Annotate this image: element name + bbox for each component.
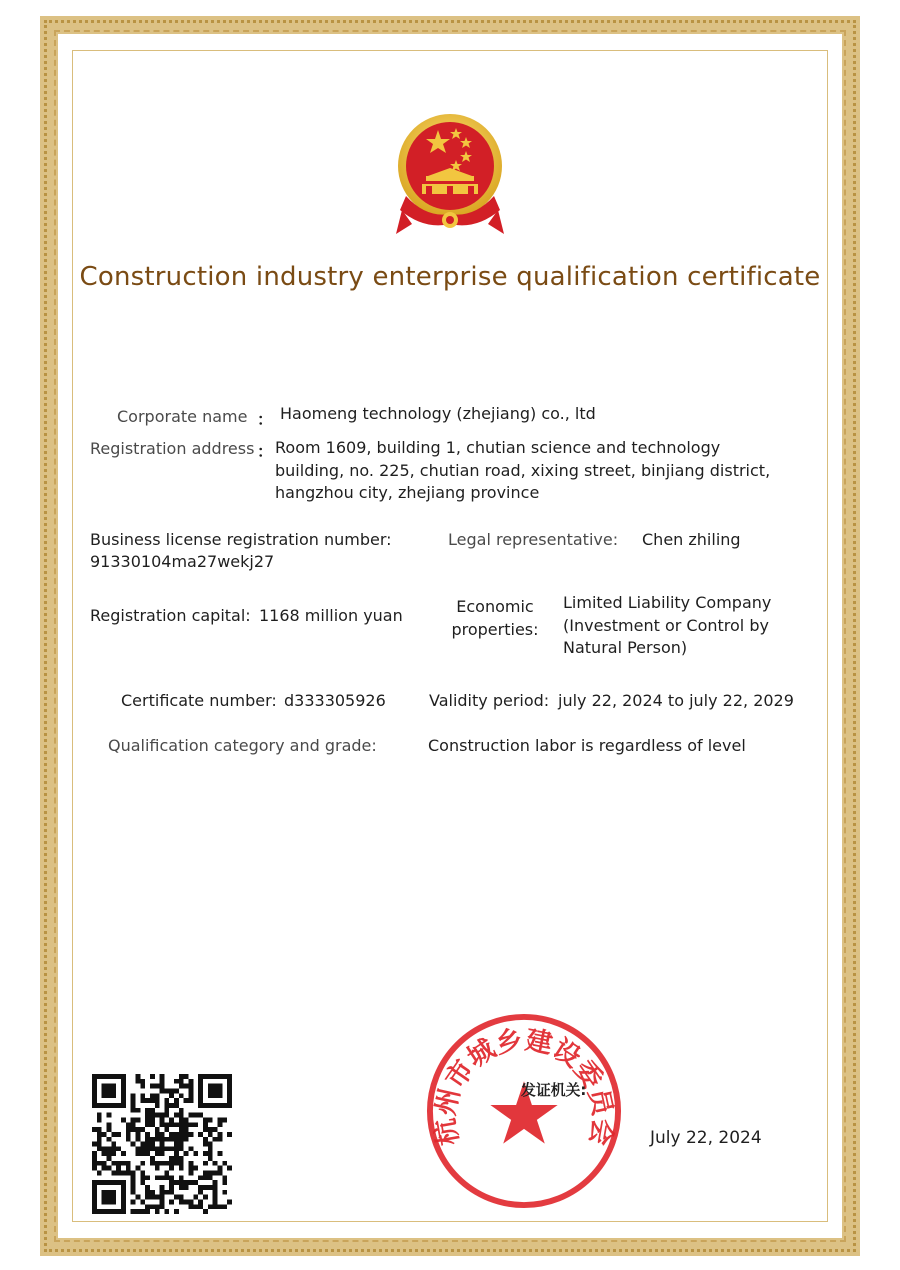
validity-period-label: Validity period: — [429, 691, 550, 710]
registration-address-value — [275, 437, 815, 505]
national-emblem-icon — [396, 110, 504, 238]
registration-address-colon: ： — [257, 442, 274, 461]
certificate-number-value: d333305926 — [284, 691, 386, 710]
economic-properties-label — [440, 596, 550, 641]
registration-capital-label: Registration capital: — [90, 606, 251, 625]
economic-properties-value-line: (Investment or Control by — [563, 615, 769, 635]
economic-properties-value-line: Limited Liability Company — [563, 593, 772, 612]
business-license-value: 91330104ma27wekj27 — [90, 552, 275, 571]
business-license-label: Business license registration number: — [90, 530, 392, 549]
registration-capital-value: 1168 million yuan — [259, 606, 403, 625]
economic-properties-label-line: Economic — [456, 597, 534, 616]
qualification-label: Qualification category and grade: — [108, 736, 377, 755]
certificate-number-label: Certificate number: — [121, 691, 277, 710]
corporate-name-colon: ： — [257, 410, 274, 429]
legal-representative-value: Chen zhiling — [642, 530, 741, 549]
economic-properties-value-line: Natural Person) — [563, 638, 688, 657]
legal-representative-label: Legal representative: — [448, 530, 619, 549]
registration-address-label: Registration address — [90, 439, 255, 458]
seal-ring-text: 杭州市城乡建设委员会 — [429, 1024, 619, 1148]
validity-period-value: july 22, 2024 to july 22, 2029 — [558, 691, 794, 710]
qualification-value: Construction labor is regardless of level — [428, 736, 746, 755]
issue-date: July 22, 2024 — [650, 1128, 762, 1148]
address-line: Room 1609, building 1, chutian science and technology — [275, 438, 721, 457]
economic-properties-value — [563, 592, 823, 660]
seal-center-text: 发证机关: — [521, 1081, 587, 1100]
address-line: building, no. 225, chutian road, xixing street, binjiang district, — [275, 460, 771, 480]
official-seal-icon — [425, 1012, 623, 1210]
corporate-name-value: Haomeng technology (zhejiang) co., ltd — [280, 404, 596, 423]
address-line: hangzhou city, zhejiang province — [275, 483, 540, 502]
economic-properties-label-line: properties: — [451, 619, 539, 639]
qr-code-icon — [92, 1074, 232, 1214]
corporate-name-label: Corporate name — [117, 407, 248, 426]
certificate-title: Construction industry enterprise qualification certificate — [79, 262, 821, 292]
